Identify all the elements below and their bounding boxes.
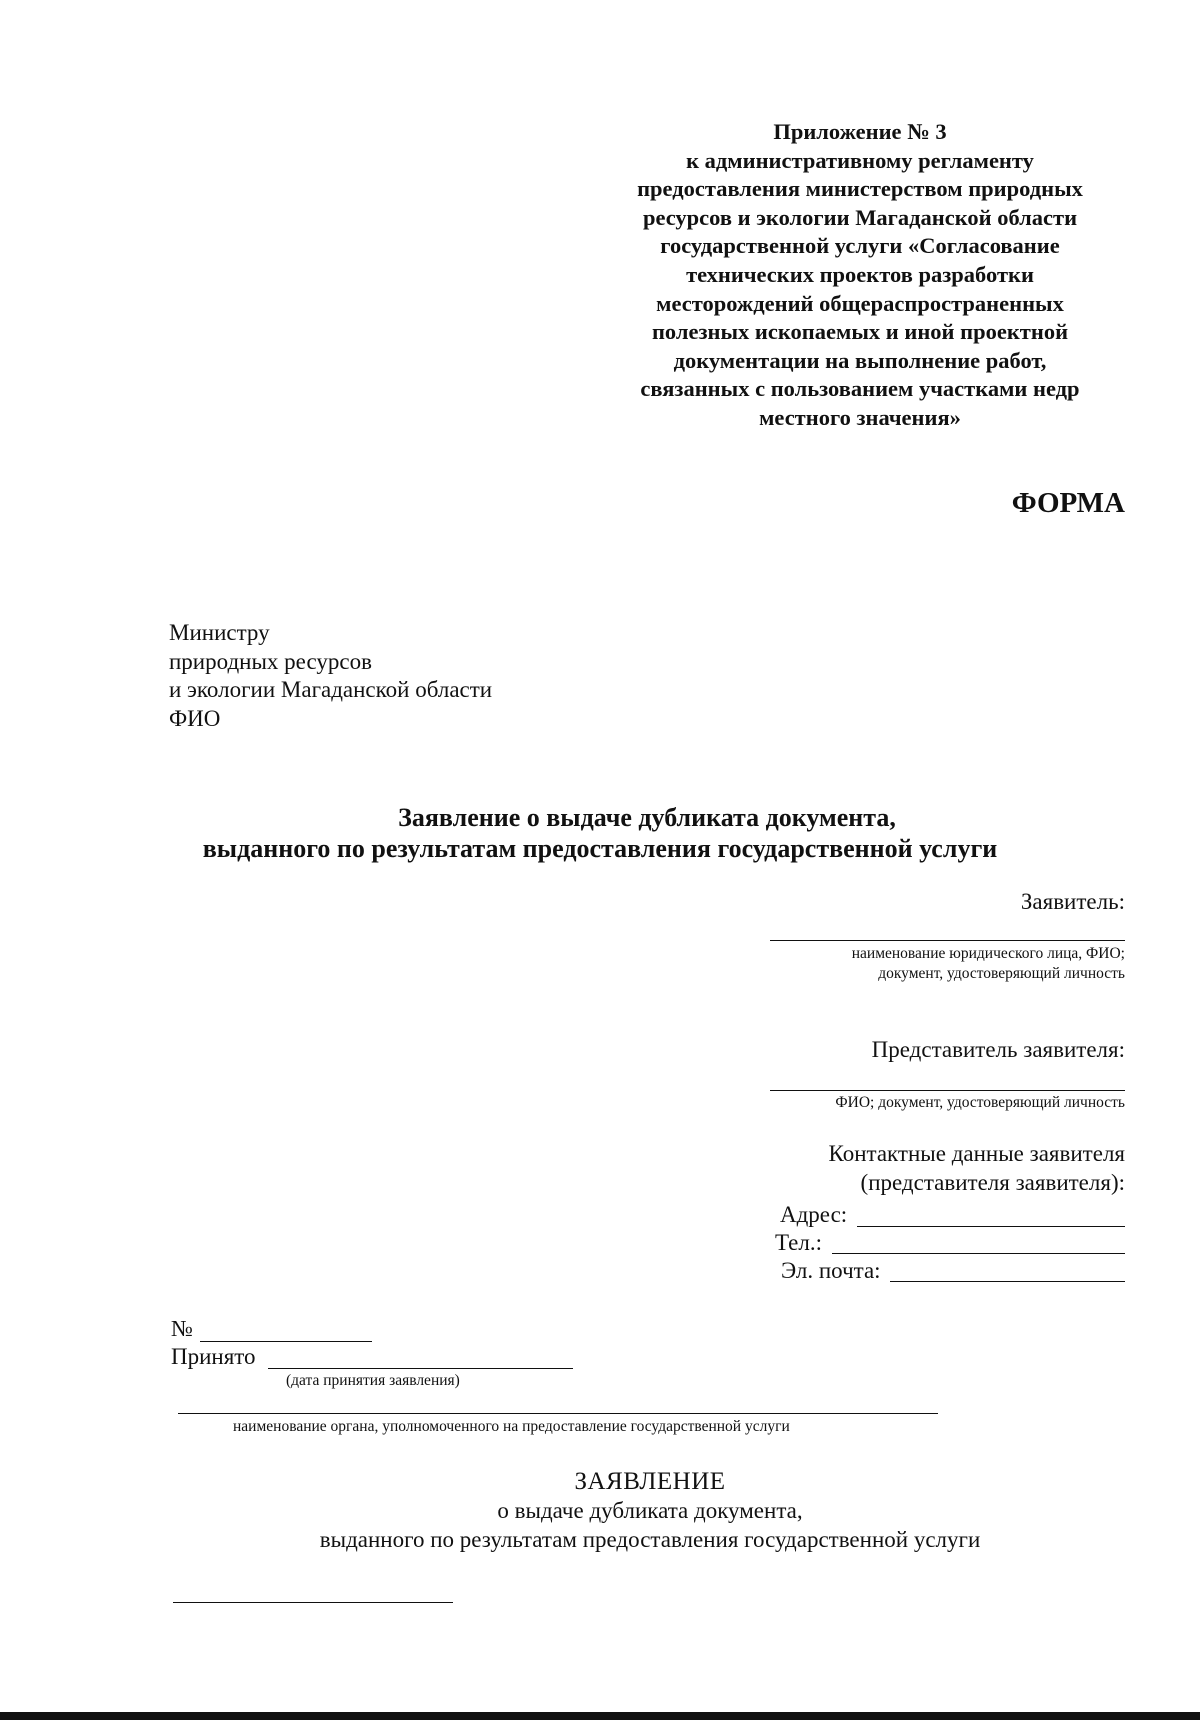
statement-line-2: выданного по результатам предоставления государственной услуги (319, 1527, 981, 1552)
registration-number-label: № (171, 1316, 193, 1341)
title-line-1: Заявление о выдаче дубликата документа, (398, 803, 896, 832)
address-field-line[interactable] (857, 1226, 1125, 1227)
address-label: Адрес: (780, 1202, 848, 1227)
contacts-heading (829, 1139, 1125, 1197)
accepted-date-line[interactable] (268, 1368, 573, 1369)
appendix-line: месторождений общераспространенных (656, 290, 1064, 316)
addressee-line: ФИО (169, 705, 221, 731)
statement-title (295, 1467, 1005, 1554)
addressee-line: природных ресурсов (169, 648, 372, 674)
appendix-line: связанных с пользованием участками недр (640, 376, 1080, 402)
applicant-caption (852, 944, 1125, 984)
registration-number-line[interactable] (200, 1341, 372, 1342)
appendix-line: Приложение № 3 (773, 119, 947, 144)
addressee-line: и экологии Магаданской области (169, 677, 493, 702)
phone-field-line[interactable] (832, 1253, 1125, 1254)
representative-field-line[interactable] (770, 1090, 1125, 1091)
phone-label: Тел.: (775, 1230, 822, 1255)
form-label: ФОРМА (1011, 487, 1125, 519)
signature-line[interactable] (173, 1602, 453, 1603)
appendix-line: к административному регламенту (686, 147, 1034, 173)
appendix-line: технических проектов разработки (686, 261, 1034, 287)
appendix-line: документации на выполнение работ, (673, 347, 1047, 373)
email-field-line[interactable] (890, 1281, 1125, 1282)
statement-heading: ЗАЯВЛЕНИЕ (574, 1468, 726, 1495)
authority-field-line[interactable] (178, 1413, 938, 1414)
title-line-2: выданного по результатам предоставления государственной услуги (202, 834, 998, 863)
applicant-field-line[interactable] (770, 940, 1125, 941)
statement-line-1: о выдаче дубликата документа, (497, 1498, 803, 1523)
contacts-heading-line-2: (представителя заявителя): (860, 1170, 1125, 1195)
email-label: Эл. почта: (781, 1258, 881, 1283)
authority-caption: наименование органа, уполномоченного на предоставление государственной услуги (233, 1418, 790, 1435)
page-bottom-border (0, 1712, 1200, 1720)
representative-label: Представитель заявителя: (871, 1037, 1125, 1062)
addressee-block (169, 619, 492, 733)
appendix-line: государственной услуги «Согласование (660, 233, 1060, 259)
appendix-line: местного значения» (759, 404, 961, 430)
applicant-label: Заявитель: (1020, 889, 1125, 914)
addressee-line: Министру (169, 620, 270, 645)
accepted-label: Принято (171, 1344, 256, 1369)
contacts-heading-line-1: Контактные данные заявителя (828, 1141, 1125, 1166)
applicant-caption-line-2: документ, удостоверяющий личность (878, 965, 1125, 982)
applicant-caption-line-1: наименование юридического лица, ФИО; (851, 945, 1125, 962)
representative-caption: ФИО; документ, удостоверяющий личность (835, 1094, 1125, 1111)
date-caption: (дата принятия заявления) (286, 1372, 460, 1389)
appendix-header (610, 118, 1110, 433)
appendix-line: предоставления министерством природных (637, 176, 1083, 202)
appendix-line: ресурсов и экологии Магаданской области (642, 204, 1078, 230)
document-title (0, 802, 1200, 864)
appendix-line: полезных ископаемых и иной проектной (651, 319, 1069, 345)
